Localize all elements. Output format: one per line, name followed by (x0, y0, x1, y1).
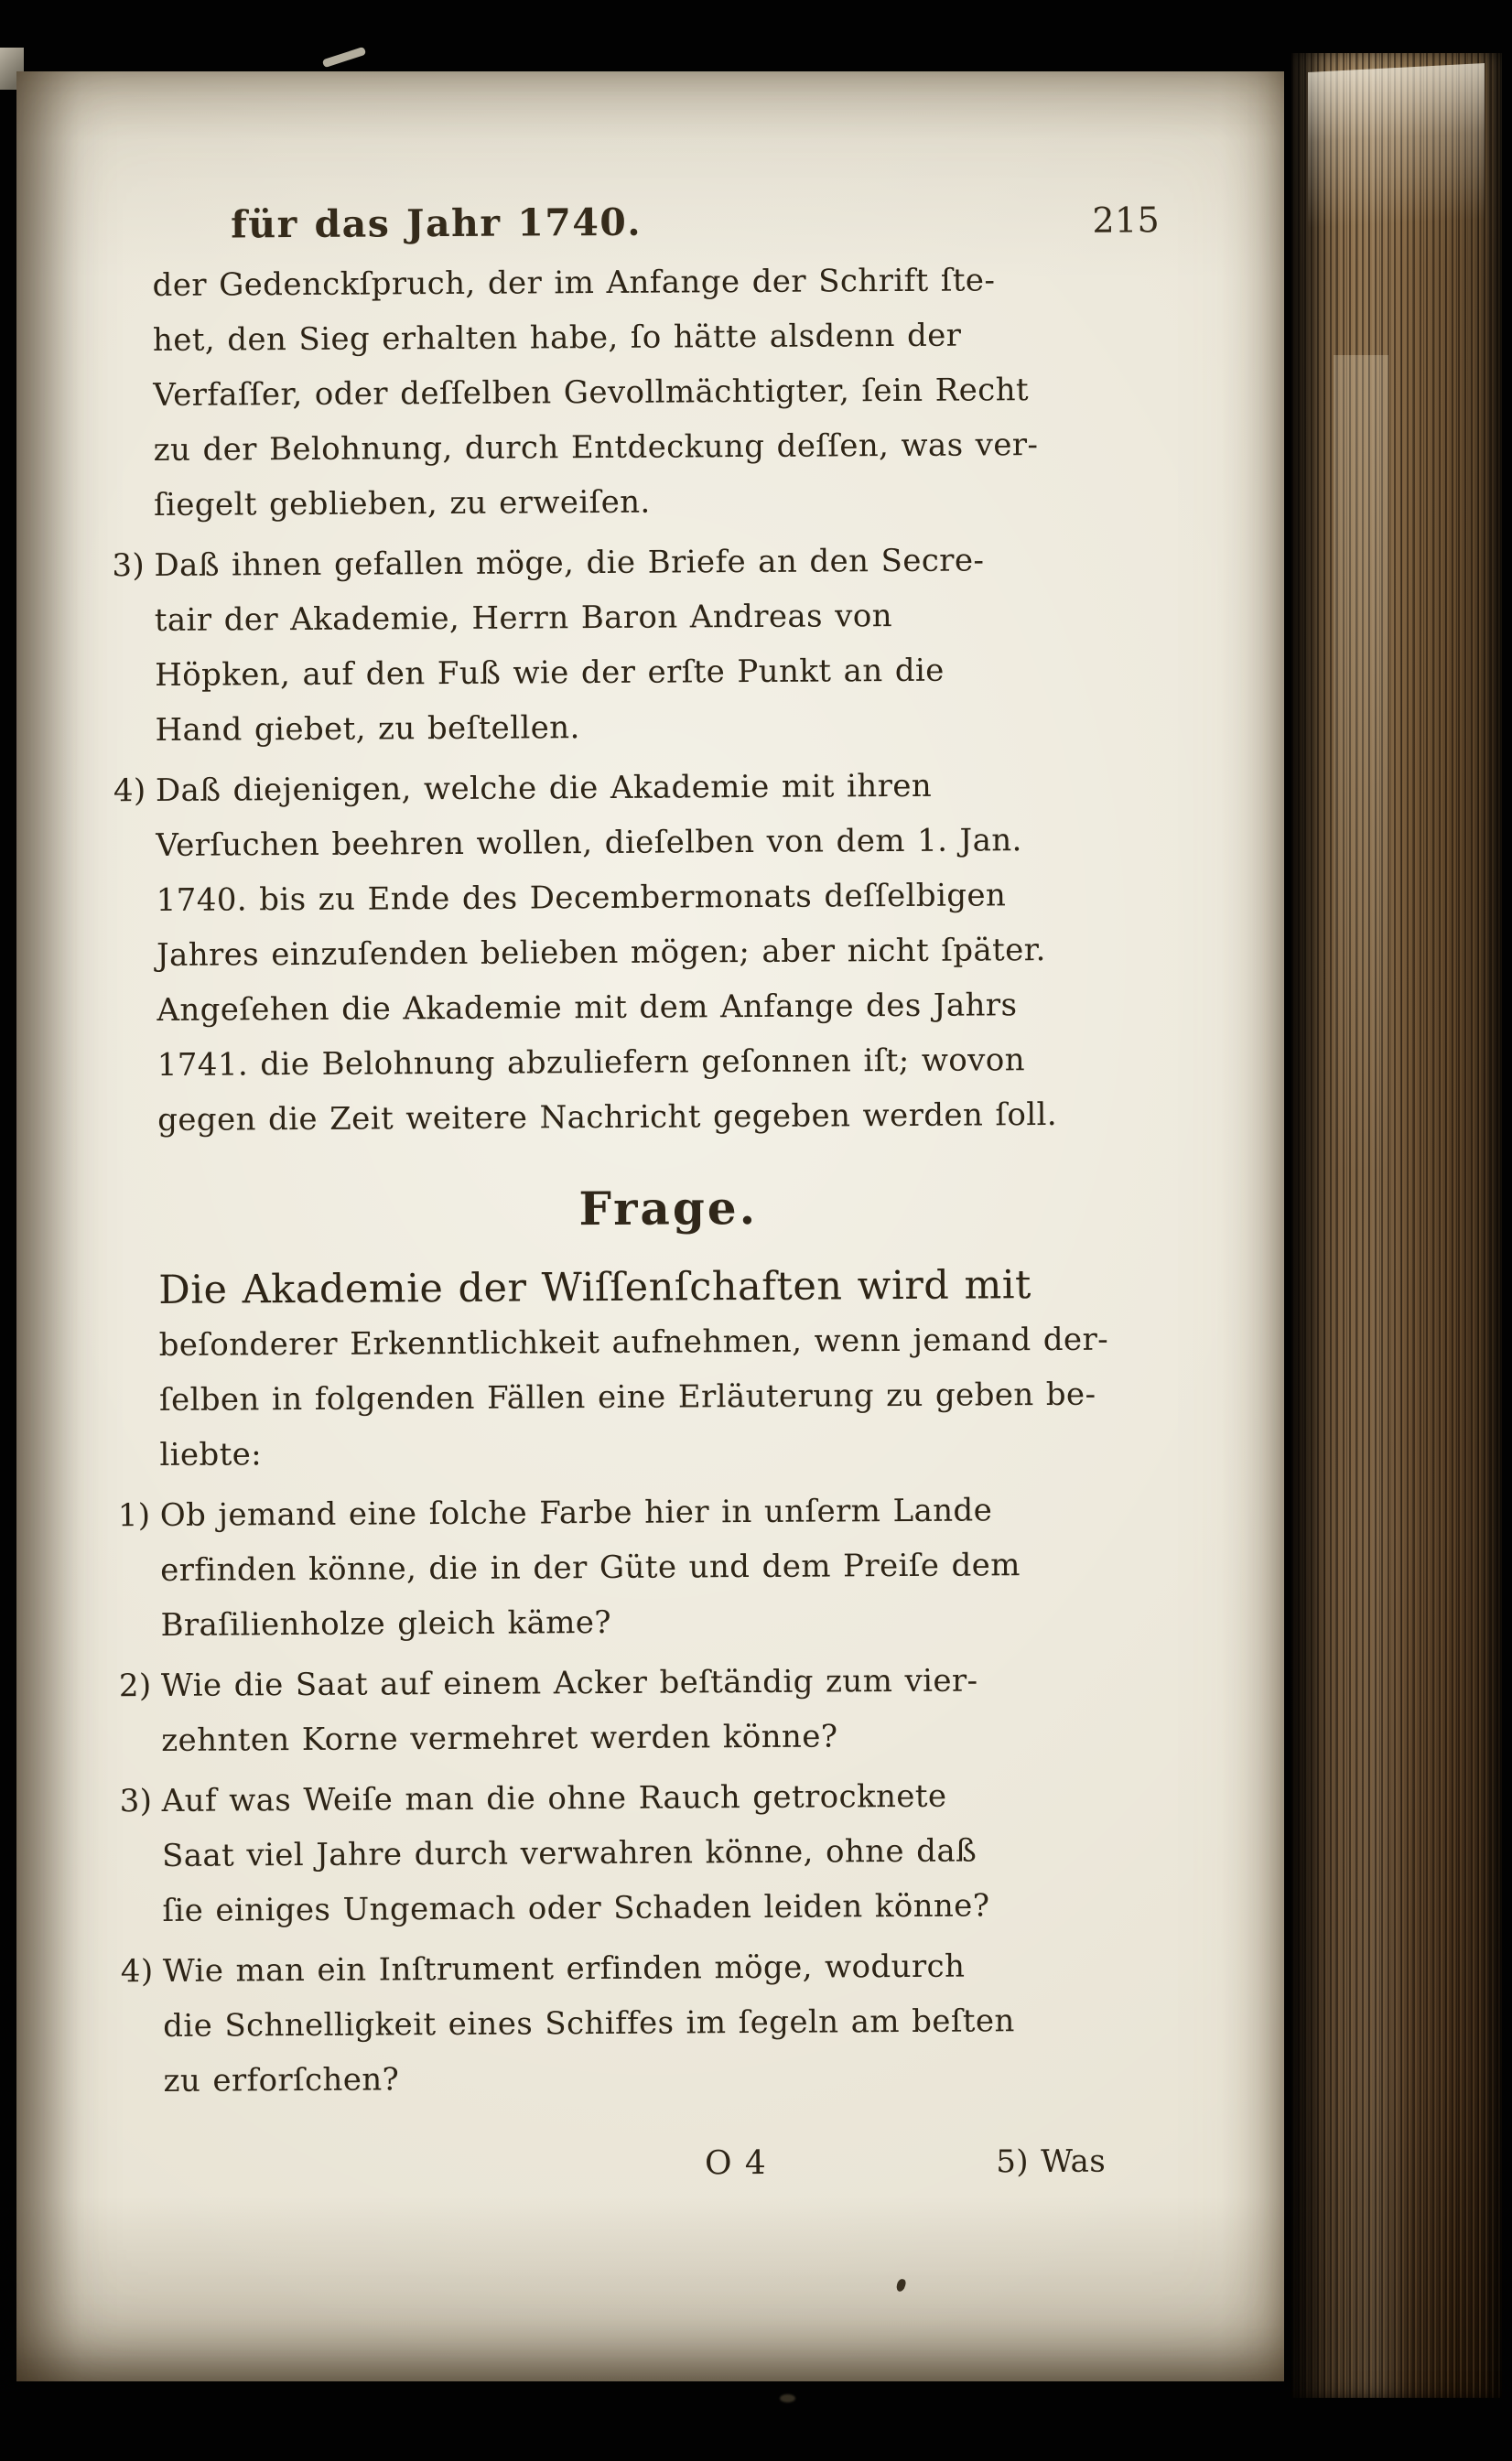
text-line: Daß diejenigen, welche die Akademie mit ihren (155, 767, 933, 809)
page-header (152, 191, 1172, 254)
page-number: 215 (1092, 200, 1161, 241)
paragraph (158, 1257, 1180, 1483)
numbered-item (118, 1652, 1183, 1768)
text-line: erfinden könne, die in der Güte und dem Preiſe dem (160, 1547, 1021, 1589)
numbered-item (113, 757, 1179, 1148)
text-line: 1740. bis zu Ende des Decembermonats deſſelbigen (156, 877, 1007, 919)
item-number: 1) (117, 1497, 151, 1535)
text-line: Hand giebet, zu beſtellen. (155, 709, 580, 749)
fore-edge-light-band (1334, 355, 1388, 1179)
ink-blot (895, 2278, 906, 2293)
item-number: 4) (120, 1953, 154, 1991)
item-number: 3) (119, 1783, 153, 1820)
text-line: der Gedenckſpruch, der im Anfange der Schrift ſte- (152, 262, 996, 304)
numbered-item (119, 1767, 1183, 1938)
signature-mark: O 4 (704, 2143, 767, 2183)
text-line: Wie die Saat auf einem Acker beſtändig zum vier- (160, 1662, 978, 1704)
text-line: Angeſehen die Akademie mit dem Anfange des Jahrs (157, 987, 1018, 1029)
ink-smudge (780, 2394, 795, 2402)
catchword: 5) Was (996, 2143, 1107, 2181)
text-line: Jahres einzuſenden belieben mögen; aber nicht ſpäter. (156, 932, 1046, 974)
text-line: zu der Belohnung, durch Entdeckung deſſen, was ver- (153, 426, 1039, 469)
scan-scratch-artifact (322, 47, 366, 68)
paragraph (152, 252, 1174, 533)
running-title: für das Jahr 1740. (231, 200, 643, 247)
text-line: gegen die Zeit weitere Nachricht gegeben werden ſoll. (157, 1096, 1058, 1139)
text-line: Verfaſſer, oder deſſelben Gevollmächtigter, ſein Recht (153, 372, 1030, 414)
book-page (16, 71, 1284, 2381)
text-line: ſiegelt geblieben, zu erweiſen. (153, 483, 651, 524)
page-text-area (112, 191, 1184, 2195)
item-number: 4) (113, 772, 146, 810)
text-line: Die Akademie der Wiſſenſchaften wird mit (158, 1262, 1031, 1313)
text-line: liebte: (159, 1436, 263, 1473)
text-line: Auf was Weiſe man die ohne Rauch getrocknete (161, 1777, 947, 1819)
text-line: die Schnelligkeit eines Schiffes im ſegeln am beſten (163, 2002, 1015, 2045)
text-line: Wie man ein Inſtrument erfinden möge, wodurch (162, 1948, 966, 1990)
book-fore-edge (1291, 53, 1502, 2398)
text-line: ſie einiges Ungemach oder Schaden leiden könne? (162, 1887, 990, 1929)
text-line: ſelben in folgenden Fällen eine Erläuterung zu geben be- (158, 1376, 1096, 1419)
text-line: zehnten Korne vermehret werden könne? (161, 1718, 838, 1759)
text-line: Ob jemand eine ſolche Farbe hier in unſerm Lande (159, 1492, 993, 1534)
text-line: beſonderer Erkenntlichkeit aufnehmen, wenn jemand der- (158, 1321, 1109, 1364)
numbered-item (117, 1482, 1182, 1653)
section-heading (158, 1178, 1179, 1239)
item-number: 3) (112, 547, 146, 585)
text-line: zu erforſchen? (163, 2061, 400, 2099)
text-line: Frage. (578, 1180, 759, 1236)
fore-edge-top-highlight (1308, 63, 1485, 228)
text-line: Saat viel Jahre durch verwahren könne, ohne daß (161, 1832, 977, 1874)
numbered-item (120, 1937, 1184, 2109)
text-line: Verſuchen beehren wollen, dieſelben von dem 1. Jan. (156, 822, 1022, 864)
text-line: tair der Akademie, Herrn Baron Andreas von (154, 598, 893, 639)
text-line: het, den Sieg erhalten habe, ſo hätte alsdenn der (152, 317, 962, 359)
page-top-edge-shadow (16, 71, 1284, 103)
text-line: Daß ihnen gefallen möge, die Briefe an den Secre- (154, 542, 985, 584)
text-line: Braſilienholze gleich käme? (160, 1603, 612, 1644)
numbered-item (112, 532, 1175, 758)
text-line: 1741. die Belohnung abzuliefern geſonnen iſt; wovon (157, 1042, 1026, 1084)
page-footer (164, 2133, 1184, 2195)
text-line: Höpken, auf den Fuß wie der erſte Punkt an die (155, 652, 945, 694)
item-number: 2) (118, 1668, 152, 1705)
page-body-text (112, 252, 1183, 2109)
